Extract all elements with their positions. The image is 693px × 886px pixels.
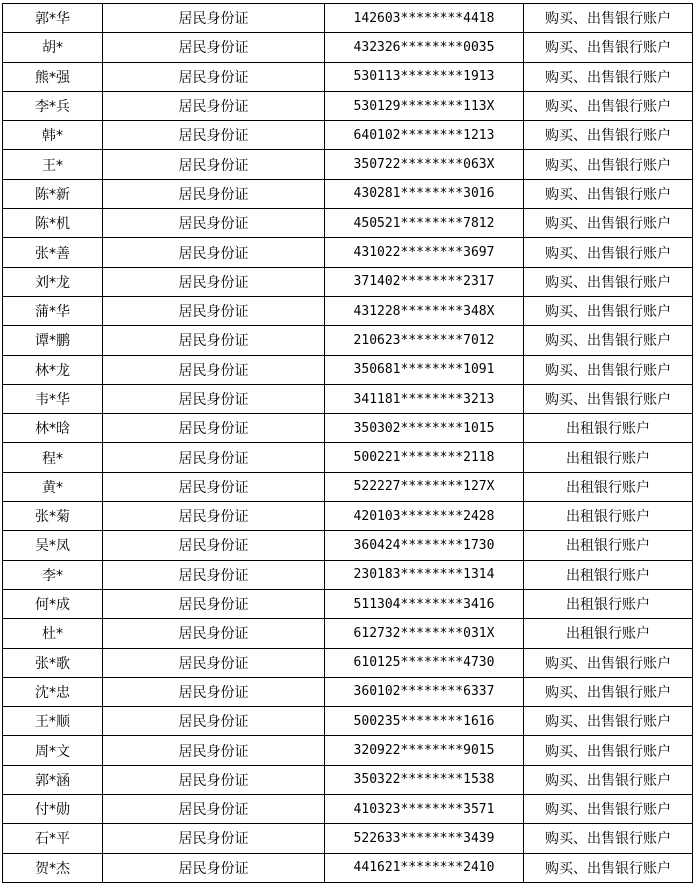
id-number-cell: 350722********063X bbox=[325, 150, 524, 179]
reason-cell: 购买、出售银行账户 bbox=[524, 238, 693, 267]
doc-type-cell: 居民身份证 bbox=[103, 121, 325, 150]
reason-cell: 购买、出售银行账户 bbox=[524, 384, 693, 413]
doc-type-cell: 居民身份证 bbox=[103, 619, 325, 648]
name-cell: 胡* bbox=[3, 33, 103, 62]
name-cell: 谭*鹏 bbox=[3, 326, 103, 355]
id-number-cell: 441621********2410 bbox=[325, 853, 524, 882]
table-row bbox=[3, 414, 693, 443]
reason-cell: 购买、出售银行账户 bbox=[524, 648, 693, 677]
name-cell: 吴*凤 bbox=[3, 531, 103, 560]
table-row bbox=[3, 62, 693, 91]
reason-cell: 购买、出售银行账户 bbox=[524, 296, 693, 325]
doc-type-cell: 居民身份证 bbox=[103, 472, 325, 501]
name-cell: 陈*新 bbox=[3, 179, 103, 208]
doc-type-cell: 居民身份证 bbox=[103, 824, 325, 853]
reason-cell: 购买、出售银行账户 bbox=[524, 736, 693, 765]
table-row bbox=[3, 795, 693, 824]
table-row bbox=[3, 121, 693, 150]
table-row bbox=[3, 150, 693, 179]
name-cell: 王*顺 bbox=[3, 707, 103, 736]
doc-type-cell: 居民身份证 bbox=[103, 355, 325, 384]
reason-cell: 购买、出售银行账户 bbox=[524, 179, 693, 208]
id-number-cell: 341181********3213 bbox=[325, 384, 524, 413]
name-cell: 李*兵 bbox=[3, 91, 103, 120]
name-cell: 黄* bbox=[3, 472, 103, 501]
table-row bbox=[3, 4, 693, 33]
id-number-cell: 371402********2317 bbox=[325, 267, 524, 296]
reason-cell: 购买、出售银行账户 bbox=[524, 209, 693, 238]
name-cell: 林*晗 bbox=[3, 414, 103, 443]
name-cell: 刘*龙 bbox=[3, 267, 103, 296]
id-number-cell: 522633********3439 bbox=[325, 824, 524, 853]
name-cell: 周*文 bbox=[3, 736, 103, 765]
doc-type-cell: 居民身份证 bbox=[103, 238, 325, 267]
id-number-cell: 500221********2118 bbox=[325, 443, 524, 472]
records-table bbox=[2, 3, 693, 883]
doc-type-cell: 居民身份证 bbox=[103, 765, 325, 794]
reason-cell: 出租银行账户 bbox=[524, 472, 693, 501]
table-row bbox=[3, 33, 693, 62]
table-row bbox=[3, 384, 693, 413]
id-number-cell: 410323********3571 bbox=[325, 795, 524, 824]
id-number-cell: 230183********1314 bbox=[325, 560, 524, 589]
reason-cell: 出租银行账户 bbox=[524, 502, 693, 531]
name-cell: 郭*华 bbox=[3, 4, 103, 33]
reason-cell: 购买、出售银行账户 bbox=[524, 326, 693, 355]
id-number-cell: 640102********1213 bbox=[325, 121, 524, 150]
doc-type-cell: 居民身份证 bbox=[103, 443, 325, 472]
name-cell: 李* bbox=[3, 560, 103, 589]
id-number-cell: 360102********6337 bbox=[325, 677, 524, 706]
doc-type-cell: 居民身份证 bbox=[103, 326, 325, 355]
reason-cell: 出租银行账户 bbox=[524, 589, 693, 618]
table-row bbox=[3, 531, 693, 560]
table-row bbox=[3, 91, 693, 120]
id-number-cell: 522227********127X bbox=[325, 472, 524, 501]
table-row bbox=[3, 355, 693, 384]
reason-cell: 购买、出售银行账户 bbox=[524, 150, 693, 179]
reason-cell: 购买、出售银行账户 bbox=[524, 62, 693, 91]
table-row bbox=[3, 619, 693, 648]
name-cell: 张*菊 bbox=[3, 502, 103, 531]
name-cell: 杜* bbox=[3, 619, 103, 648]
id-number-cell: 430281********3016 bbox=[325, 179, 524, 208]
reason-cell: 出租银行账户 bbox=[524, 560, 693, 589]
id-number-cell: 511304********3416 bbox=[325, 589, 524, 618]
table-row bbox=[3, 589, 693, 618]
name-cell: 张*善 bbox=[3, 238, 103, 267]
reason-cell: 出租银行账户 bbox=[524, 619, 693, 648]
doc-type-cell: 居民身份证 bbox=[103, 4, 325, 33]
id-number-cell: 360424********1730 bbox=[325, 531, 524, 560]
doc-type-cell: 居民身份证 bbox=[103, 795, 325, 824]
records-table-body bbox=[3, 4, 693, 883]
reason-cell: 购买、出售银行账户 bbox=[524, 91, 693, 120]
reason-cell: 购买、出售银行账户 bbox=[524, 853, 693, 882]
table-row bbox=[3, 267, 693, 296]
id-number-cell: 210623********7012 bbox=[325, 326, 524, 355]
doc-type-cell: 居民身份证 bbox=[103, 91, 325, 120]
doc-type-cell: 居民身份证 bbox=[103, 179, 325, 208]
doc-type-cell: 居民身份证 bbox=[103, 531, 325, 560]
id-number-cell: 350322********1538 bbox=[325, 765, 524, 794]
reason-cell: 出租银行账户 bbox=[524, 414, 693, 443]
reason-cell: 购买、出售银行账户 bbox=[524, 267, 693, 296]
table-row bbox=[3, 502, 693, 531]
table-row bbox=[3, 472, 693, 501]
id-number-cell: 431228********348X bbox=[325, 296, 524, 325]
name-cell: 熊*强 bbox=[3, 62, 103, 91]
doc-type-cell: 居民身份证 bbox=[103, 414, 325, 443]
doc-type-cell: 居民身份证 bbox=[103, 502, 325, 531]
doc-type-cell: 居民身份证 bbox=[103, 209, 325, 238]
table-row bbox=[3, 326, 693, 355]
name-cell: 郭*涵 bbox=[3, 765, 103, 794]
doc-type-cell: 居民身份证 bbox=[103, 33, 325, 62]
reason-cell: 购买、出售银行账户 bbox=[524, 795, 693, 824]
id-number-cell: 142603********4418 bbox=[325, 4, 524, 33]
doc-type-cell: 居民身份证 bbox=[103, 589, 325, 618]
reason-cell: 购买、出售银行账户 bbox=[524, 677, 693, 706]
name-cell: 蒲*华 bbox=[3, 296, 103, 325]
doc-type-cell: 居民身份证 bbox=[103, 267, 325, 296]
doc-type-cell: 居民身份证 bbox=[103, 384, 325, 413]
name-cell: 何*成 bbox=[3, 589, 103, 618]
id-number-cell: 530113********1913 bbox=[325, 62, 524, 91]
doc-type-cell: 居民身份证 bbox=[103, 677, 325, 706]
id-number-cell: 320922********9015 bbox=[325, 736, 524, 765]
table-row bbox=[3, 443, 693, 472]
reason-cell: 购买、出售银行账户 bbox=[524, 33, 693, 62]
id-number-cell: 431022********3697 bbox=[325, 238, 524, 267]
doc-type-cell: 居民身份证 bbox=[103, 150, 325, 179]
reason-cell: 购买、出售银行账户 bbox=[524, 121, 693, 150]
table-row bbox=[3, 238, 693, 267]
name-cell: 王* bbox=[3, 150, 103, 179]
doc-type-cell: 居民身份证 bbox=[103, 296, 325, 325]
id-number-cell: 500235********1616 bbox=[325, 707, 524, 736]
table-row bbox=[3, 560, 693, 589]
doc-type-cell: 居民身份证 bbox=[103, 62, 325, 91]
id-number-cell: 350681********1091 bbox=[325, 355, 524, 384]
id-number-cell: 612732********031X bbox=[325, 619, 524, 648]
table-row bbox=[3, 677, 693, 706]
name-cell: 石*平 bbox=[3, 824, 103, 853]
reason-cell: 出租银行账户 bbox=[524, 531, 693, 560]
doc-type-cell: 居民身份证 bbox=[103, 648, 325, 677]
table-row bbox=[3, 179, 693, 208]
reason-cell: 购买、出售银行账户 bbox=[524, 824, 693, 853]
reason-cell: 购买、出售银行账户 bbox=[524, 707, 693, 736]
id-number-cell: 432326********0035 bbox=[325, 33, 524, 62]
id-number-cell: 450521********7812 bbox=[325, 209, 524, 238]
name-cell: 付*勋 bbox=[3, 795, 103, 824]
reason-cell: 购买、出售银行账户 bbox=[524, 355, 693, 384]
table-row bbox=[3, 296, 693, 325]
table-row bbox=[3, 209, 693, 238]
name-cell: 陈*机 bbox=[3, 209, 103, 238]
table-row bbox=[3, 853, 693, 882]
name-cell: 林*龙 bbox=[3, 355, 103, 384]
doc-type-cell: 居民身份证 bbox=[103, 736, 325, 765]
table-row bbox=[3, 648, 693, 677]
reason-cell: 购买、出售银行账户 bbox=[524, 765, 693, 794]
name-cell: 张*歌 bbox=[3, 648, 103, 677]
table-row bbox=[3, 765, 693, 794]
id-number-cell: 530129********113X bbox=[325, 91, 524, 120]
doc-type-cell: 居民身份证 bbox=[103, 707, 325, 736]
table-row bbox=[3, 736, 693, 765]
table-row bbox=[3, 824, 693, 853]
table-row bbox=[3, 707, 693, 736]
name-cell: 韦*华 bbox=[3, 384, 103, 413]
doc-type-cell: 居民身份证 bbox=[103, 560, 325, 589]
name-cell: 沈*忠 bbox=[3, 677, 103, 706]
name-cell: 韩* bbox=[3, 121, 103, 150]
reason-cell: 出租银行账户 bbox=[524, 443, 693, 472]
id-number-cell: 420103********2428 bbox=[325, 502, 524, 531]
id-number-cell: 610125********4730 bbox=[325, 648, 524, 677]
reason-cell: 购买、出售银行账户 bbox=[524, 4, 693, 33]
doc-type-cell: 居民身份证 bbox=[103, 853, 325, 882]
id-number-cell: 350302********1015 bbox=[325, 414, 524, 443]
name-cell: 贺*杰 bbox=[3, 853, 103, 882]
name-cell: 程* bbox=[3, 443, 103, 472]
